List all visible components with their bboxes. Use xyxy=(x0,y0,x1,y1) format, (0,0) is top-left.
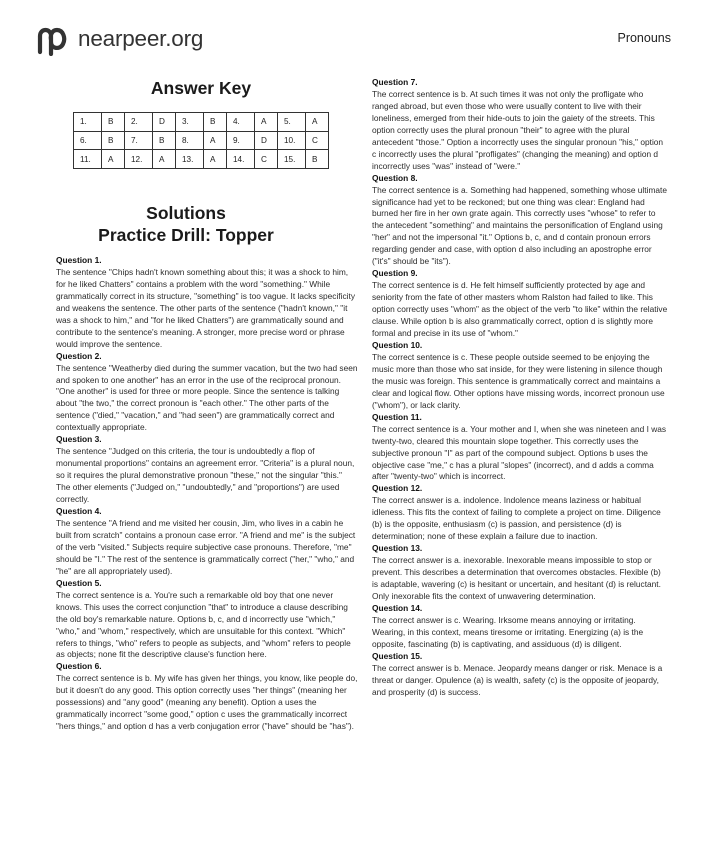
question-number: 2. xyxy=(125,113,153,132)
answer-letter: D xyxy=(153,113,176,132)
question-heading: Question 6. xyxy=(56,661,102,672)
question-explanation: The correct sentence is a. Something had happened, something whose ultimate significance had yet to be reckoned; but one thing was clear: England had burned her fire in her own grate again. This correctly uses "whose" to refer to the antecedent "something" and maintains the personification of England using "her" and not the impersonal "it." Options b, c, and d contain pronoun errors regarding gender and case, with option d also including an apostrophe error ("it's" should be "its"). xyxy=(372,184,667,267)
question-heading: Question 5. xyxy=(56,577,102,588)
question-number: 1. xyxy=(74,113,102,132)
question-number: 12. xyxy=(125,150,153,169)
solution-item xyxy=(372,173,668,269)
question-explanation: The correct sentence is b. At such times it was not only the profligate who ranged abroad, but even those who were usually content to live with their loneliness, emerged from their hide-outs to join the gaiety of the streets. This option correctly uses the plural pronoun "their" to agree with the plural antecedent "those." Option a incorrectly uses the singular pronoun "his," option c incorrectly uses the plural "profligates" (changing the meaning) and option d incorrectly uses "was" instead of "were." xyxy=(372,88,664,171)
brand-name: nearpeer.org xyxy=(78,26,204,51)
solution-item xyxy=(56,578,358,662)
question-number: 6. xyxy=(74,131,102,150)
practice-drill-heading: Practice Drill: Topper xyxy=(98,225,274,245)
question-heading: Question 12. xyxy=(372,483,423,494)
answer-letter: B xyxy=(153,131,176,150)
question-explanation: The correct sentence is a. Your mother and I, when she was nineteen and I was twenty-two, cleared this mountain slope together. This correctly uses the subjective pronoun "I" as part of the compound subject. Options b uses the objective case "me," c has a plural "slopes" (incorrect), and d adds a comma after "twenty-two" which is incorrect. xyxy=(372,423,667,482)
answer-letter: A xyxy=(204,131,227,150)
question-number: 15. xyxy=(278,150,306,169)
question-heading: Question 4. xyxy=(56,506,102,517)
question-heading: Question 1. xyxy=(56,255,102,265)
solution-item xyxy=(372,543,668,603)
question-number: 8. xyxy=(176,131,204,150)
question-explanation: The sentence "Judged on this criteria, the tour is undoubtedly a flop of monumental proportions" contains an agreement error. "Criteria" is a plural noun, so it requires the plural demonstrative pronoun "these," not the singular "this." The other elements ("Judged on," "undoubtedly," and "proportions") are used correctly. xyxy=(56,446,355,505)
question-number: 7. xyxy=(125,131,153,150)
solution-item xyxy=(56,255,358,351)
answer-key-row xyxy=(74,131,329,150)
solution-item xyxy=(56,351,358,435)
nearpeer-logo xyxy=(36,22,203,56)
solutions-heading: Solutions xyxy=(146,203,226,223)
answer-key-row xyxy=(74,113,329,132)
question-heading: Question 9. xyxy=(372,268,418,279)
question-number: 10. xyxy=(278,131,306,150)
solution-item xyxy=(372,268,668,340)
question-heading: Question 11. xyxy=(372,411,422,422)
question-explanation: The correct answer is c. Wearing. Irksome means annoying or irritating. Wearing, in this context, means tiresome or irritating. Energizing (a) is the opposite, fascinating (b) is captivating, and assiduous (d) is diligent. xyxy=(372,614,644,649)
question-heading: Question 3. xyxy=(56,434,102,445)
question-number: 4. xyxy=(227,113,255,132)
answer-letter: A xyxy=(153,150,176,169)
answer-letter: A xyxy=(255,113,278,132)
question-heading: Question 13. xyxy=(372,543,423,554)
question-explanation: The sentence "Chips hadn't known something about this; it was a shock to him, for he liked Chatters" contains a problem with the word "something." While grammatically correct in its structure, "something" is too vague. It lacks specificity and weakens the sentence. The other parts of the sentence ("hadn't known," "it was a shock to him," and "for he liked Chatters") are grammatically sound and contribute to the sentence's meaning. A stronger, more precise word or phrase would improve the sentence. xyxy=(56,266,355,349)
question-heading: Question 10. xyxy=(372,339,423,350)
answer-letter: A xyxy=(306,113,329,132)
solution-item xyxy=(372,340,668,412)
answer-letter: D xyxy=(255,131,278,150)
answer-key-table xyxy=(73,112,329,169)
answer-letter: A xyxy=(102,150,125,169)
solution-item xyxy=(56,661,358,733)
answer-letter: B xyxy=(102,113,125,132)
answer-letter: A xyxy=(204,150,227,169)
question-explanation: The correct answer is b. Menace. Jeopardy means danger or risk. Menace is a threat or danger. Opulence (a) is wealth, safety (c) is the opposite of jeopardy, and prosperity (d) is success. xyxy=(372,662,663,697)
question-heading: Question 8. xyxy=(372,172,418,183)
question-explanation: The correct sentence is b. My wife has given her things, you know, like people do, but it doesn't do any good. This option correctly uses "her things" (meaning her possessions) and "any good" (meaning any benefit). Option a uses the grammatically incorrect "some good," option c uses the grammatically incorrect "hers things," and option d has a verb conjugation error ("have" should be "has"). xyxy=(56,673,358,732)
answer-letter: B xyxy=(204,113,227,132)
question-explanation: The correct answer is a. inexorable. Inexorable means impossible to stop or prevent. This describes a determination that overcomes obstacles. Flexible (b) is adaptable, wavering (c) is hesitant or uncertain, and hesitant (d) is reluctant. Only inexorable fits the context of unwavering determination. xyxy=(372,555,661,601)
solutions-title xyxy=(36,202,336,246)
answer-letter: C xyxy=(255,150,278,169)
question-number: 3. xyxy=(176,113,204,132)
answer-letter: B xyxy=(306,150,329,169)
question-heading: Question 14. xyxy=(372,602,423,613)
question-heading: Question 7. xyxy=(372,77,418,87)
topic-label: Pronouns xyxy=(617,31,671,45)
question-heading: Question 2. xyxy=(56,350,102,361)
question-number: 13. xyxy=(176,150,204,169)
question-explanation: The correct sentence is d. He felt himself sufficiently protected by age and seniority from the fate of other masters whom Ralston had failed to like. This option correctly uses "whom" as the object of the verb "to like" within the relative clause. While option b is also grammatically correct, option d is slightly more formal and precise in its use of "whom." xyxy=(372,280,668,339)
question-explanation: The correct sentence is c. These people outside seemed to be enjoying the music more than those who sat inside, for they were listening in silence though the music was foreign. This sentence is grammatically correct and maintains a clear and logical flow. Other options have missing words, incorrect pronoun use ("whom"), or lack clarity. xyxy=(372,351,665,410)
solutions-left-column xyxy=(56,255,358,733)
solution-item xyxy=(56,434,358,506)
question-number: 14. xyxy=(227,150,255,169)
answer-letter: C xyxy=(306,131,329,150)
solution-item xyxy=(56,506,358,578)
question-explanation: The sentence "A friend and me visited her cousin, Jim, who lives in a cabin he built from scratch" contains a pronoun case error. "A friend and me" is the subject of the verb "visited." Subjects require subjective case pronouns. Therefore, "me" should be "I." The rest of the sentence is grammatically correct ("her," "who," and "he" are all appropriately used). xyxy=(56,517,356,576)
nearpeer-logo-icon xyxy=(36,22,74,56)
question-number: 11. xyxy=(74,150,102,169)
question-number: 9. xyxy=(227,131,255,150)
solution-item xyxy=(372,412,668,484)
question-explanation: The sentence "Weatherby died during the summer vacation, but the two had seen and spoken to one another" has an error in the use of the reciprocal pronoun. "One another" is used for three or more people. Since the sentence is talking about "the two," the correct pronoun is "each other." The other parts of the sentence ("died," "vacation," and "had seen") are grammatically correct and contextually appropriate. xyxy=(56,362,358,433)
question-heading: Question 15. xyxy=(372,650,423,661)
solution-item xyxy=(372,77,668,173)
question-number: 5. xyxy=(278,113,306,132)
solution-item xyxy=(372,603,668,651)
solution-item xyxy=(372,651,668,699)
answer-letter: B xyxy=(102,131,125,150)
question-explanation: The correct answer is a. indolence. Indolence means laziness or habitual idleness. This fits the context of failing to complete a project on time. Diligence (b) is the opposite, enthusiasm (c) is passion, and persistence (d) is determination; none of these explain a failure due to inaction. xyxy=(372,495,661,542)
question-explanation: The correct sentence is a. You're such a remarkable old boy that one never knows. This uses the correct conjunction "that" to introduce a clause describing the old boy's remarkable nature. Options b, c, and d incorrectly use "which," "who," and "whom," respectively, which are unsuitable for this context. "Which" refers to things, "who" refers to people as subjects, and "whom" refers to people as objects; none fit the descriptive clause's function here. xyxy=(56,589,351,660)
page-header xyxy=(0,0,704,70)
solution-item xyxy=(372,483,668,543)
answer-key-row xyxy=(74,150,329,169)
answer-key-title: Answer Key xyxy=(150,78,252,98)
solutions-right-column xyxy=(372,77,668,699)
